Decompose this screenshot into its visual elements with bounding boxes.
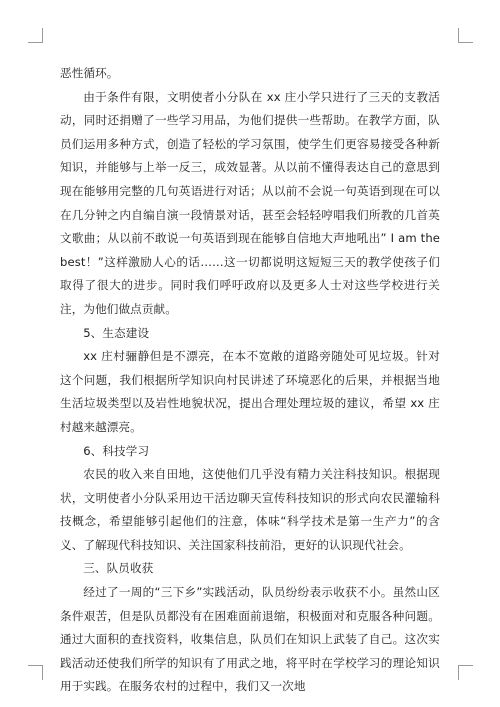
- document-body: [60, 62, 440, 699]
- paragraph: 农民的收入来自田地，这使他们几乎没有精力关注科技知识。根据现状，文明使者小分队采用边干活边聊天宣传科技知识的形式向农民灌输科技概念，希望能够引起他们的注意，体味“科学技术是第一生产力”的含义、了解现代科技知识、关注国家科技前沿，更好的认识现代社会。: [60, 467, 440, 552]
- crop-mark-top-right: [458, 28, 473, 43]
- paragraph: xx 庄村骊静但是不漂亮，在本不宽敞的道路旁随处可见垃圾。针对这个问题，我们根据所学知识向村民讲述了环境恶化的后果，并根据当地生活垃圾类型以及岩性地貌状况，提出合理处理垃圾的建议，希望 xx 庄村越来越漂亮。: [60, 349, 440, 434]
- section-heading: 5、生态建设: [83, 325, 150, 340]
- section-heading: 6、科技学习: [83, 443, 150, 458]
- crop-mark-bottom-right: [458, 665, 473, 680]
- paragraph: 由于条件有限，文明使者小分队在 xx 庄小学只进行了三天的支教活动，同时还捐赠了一些学习用品，为他们提供一些帮助。在教学方面，队员们运用多种方式，创造了轻松的学习氛围，使学生们更容易接受各种新知识，并能够与上举一反三，成效显著。从以前不懂得表达自己的意思到现在能够用完整的几句英语进行对话；从以前不会说一句英语到现在可以在几分钟之内自编自演一段情景对话，甚至会轻轻哼唱我们所教的几首英文歌曲；从以前不敢说一句英语到现在能够自信地大声地吼出” I am the best！”这样激励人心的话……这一切都说明这短短三天的教学使孩子们取得了很大的进步。同时我们呼吁政府以及更多人士对这些学校进行关注，为他们做点贡献。: [60, 89, 440, 316]
- section-heading: 三、队员收获: [83, 561, 154, 576]
- paragraph: 恶性循环。: [60, 66, 119, 80]
- crop-mark-top-left: [28, 28, 43, 43]
- crop-mark-bottom-left: [28, 665, 43, 680]
- paragraph: 经过了一周的“三下乡”实践活动，队员纷纷表示收获不小。虽然山区条件艰苦，但是队员都没有在困难面前退缩，积极面对和克服各种问题。通过大面积的查找资料，收集信息，队员们在知识上武装了自己。这次实践活动还使我们所学的知识有了用武之地，将平时在学校学习的理论知识用于实践。在服务农村的过程中，我们又一次地: [60, 585, 440, 694]
